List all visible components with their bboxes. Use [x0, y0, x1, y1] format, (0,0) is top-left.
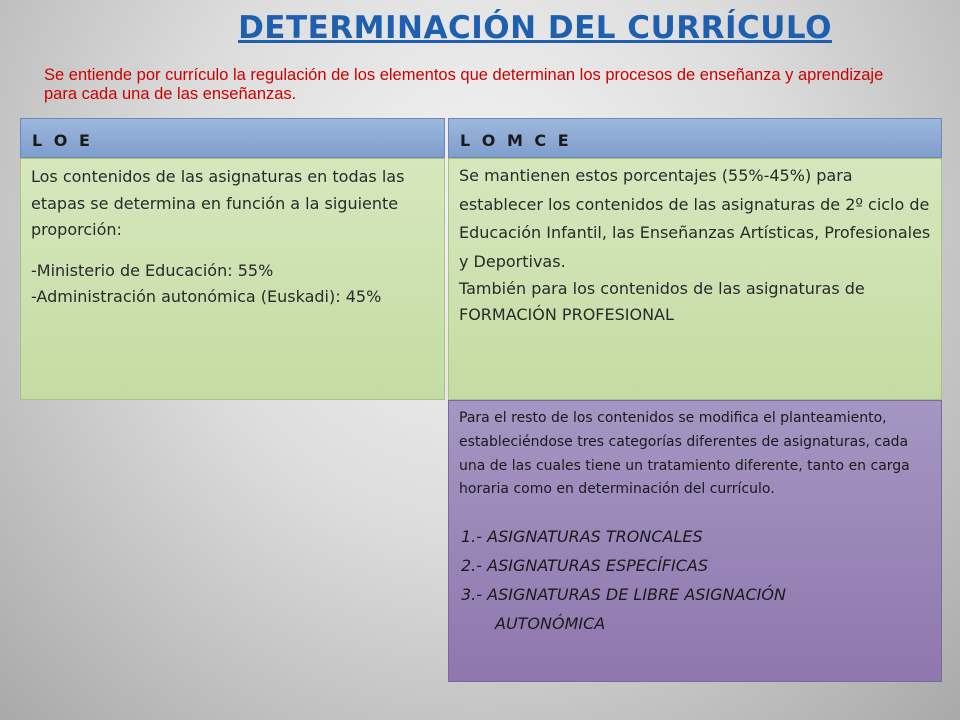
loe-header-label: L O E	[32, 131, 93, 150]
loe-content-cell	[20, 158, 445, 400]
category-list	[459, 522, 933, 638]
lomce-paragraph-fp: También para los contenidos de las asignaturas de FORMACIÓN PROFESIONAL	[459, 279, 865, 324]
category-troncales: 1.- ASIGNATURAS TRONCALES	[461, 527, 703, 547]
lomce-content-cell	[448, 158, 942, 400]
lomce-header-label: L O M C E	[460, 131, 572, 150]
category-autonomica: AUTONÓMICA	[495, 614, 606, 634]
loe-autonomica: -Administración autonómica (Euskadi): 45%	[31, 287, 382, 306]
loe-header	[20, 118, 445, 158]
intro-text: Se entiende por currículo la regulación de los elementos que determinan los procesos de enseñanza y aprendizaje para cada una de las enseñanzas.	[44, 66, 884, 103]
category-libre-asignacion: 3.- ASIGNATURAS DE LIBRE ASIGNACIÓN	[461, 585, 786, 605]
loe-paragraph-intro: Los contenidos de las asignaturas en todas las etapas se determina en función a la siguiente proporción:	[31, 167, 405, 239]
lomce-header	[448, 118, 942, 158]
lomce-rest-paragraph: Para el resto de los contenidos se modifica el planteamiento, estableciéndose tres categorías diferentes de asignaturas, cada una de las cuales tiene un tratamiento diferente, tanto en carga horaria como en determinación del currículo.	[459, 410, 910, 498]
loe-ministerio: -Ministerio de Educación: 55%	[31, 260, 274, 280]
lomce-paragraph-percentages: Se mantienen estos porcentajes (55%-45%) para establecer los contenidos de las asignaturas de 2º ciclo de Educación Infantil, las Enseñanzas Artísticas, Profesionales y Deportivas.	[459, 166, 931, 271]
loe-spacer	[31, 244, 434, 258]
page-title: DETERMINACIÓN DEL CURRÍCULO	[238, 10, 832, 46]
lomce-categories-cell	[448, 400, 942, 682]
category-especificas: 2.- ASIGNATURAS ESPECÍFICAS	[461, 556, 708, 576]
lomce-spacer	[459, 502, 933, 520]
